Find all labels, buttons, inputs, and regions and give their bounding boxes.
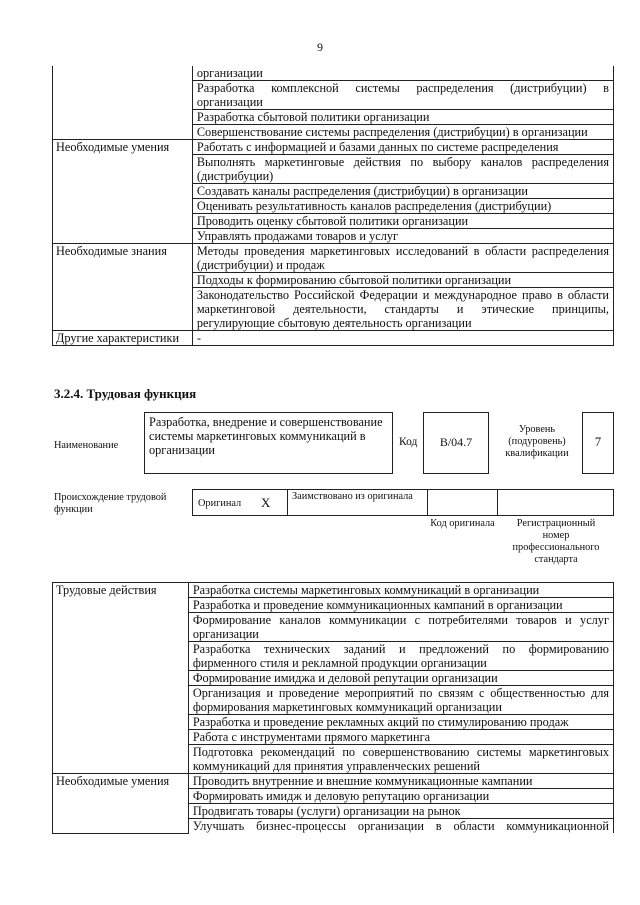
section-heading: 3.2.4. Трудовая функция bbox=[54, 386, 197, 401]
table-row bbox=[53, 66, 614, 81]
reg-caption: Регистрационный номер профессионального стандарта bbox=[512, 518, 600, 565]
function-name: Разработка, внедрение и совершенствование системы маркетинговых коммуникаций в организации bbox=[149, 415, 383, 457]
knowledge-skills-table-continued bbox=[52, 66, 614, 346]
origin-label: Происхождение трудовой функции bbox=[54, 492, 167, 515]
cell-text: Проводить внутренние и внешние коммуникационные кампании bbox=[188, 774, 613, 789]
code-value: B/04.7 bbox=[439, 435, 473, 449]
row-label: Необходимые знания bbox=[53, 244, 193, 331]
code-caption: Код оригинала bbox=[430, 518, 495, 529]
table-row bbox=[53, 331, 614, 346]
cell-text: Продвигать товары (услуги) организации на рынок bbox=[188, 804, 613, 819]
page-number: 9 bbox=[317, 40, 323, 54]
level-label: Уровень (подуровень) квалификации bbox=[505, 424, 569, 459]
origin-borrowed-cell bbox=[287, 489, 428, 516]
cell-text: Формировать имидж и деловую репутацию организации bbox=[188, 789, 613, 804]
level-value-box bbox=[582, 412, 614, 474]
original-label: Оригинал bbox=[198, 498, 242, 509]
table-row bbox=[53, 583, 614, 598]
cell-text: Разработка технических заданий и предложений по формированию фирменного стиля и рекламной продукции организации bbox=[188, 642, 613, 671]
origin-reg-cell bbox=[497, 489, 614, 516]
cell-text: Подходы к формированию сбытовой политики организации bbox=[192, 273, 613, 288]
cell-text: Методы проведения маркетинговых исследований в области распределения (дистрибуции) и продаж bbox=[192, 244, 613, 273]
cell-text: Организация и проведение мероприятий по связям с общественностью для формирования маркетинговых коммуникаций организации bbox=[188, 686, 613, 715]
row-label: Необходимые умения bbox=[53, 140, 193, 244]
borrowed-label: Заимствовано из оригинала bbox=[292, 491, 413, 502]
cell-text: Разработка комплексной системы распределения (дистрибуции) в организации bbox=[192, 81, 613, 110]
row-label: Другие характеристики bbox=[53, 331, 193, 346]
cell-text: - bbox=[192, 331, 613, 346]
cell-text: Формирование имиджа и деловой репутации организации bbox=[188, 671, 613, 686]
origin-original-cell bbox=[192, 489, 288, 516]
name-label: Наименование bbox=[54, 440, 119, 451]
cell-text: Управлять продажами товаров и услуг bbox=[192, 229, 613, 244]
table-row bbox=[53, 774, 614, 789]
origin-code-cell bbox=[427, 489, 498, 516]
cell-text: Формирование каналов коммуникации с потребителями товаров и услуг организации bbox=[188, 613, 613, 642]
cell-text: Подготовка рекомендаций по совершенствованию системы маркетинговых коммуникаций для принятия управленческих решений bbox=[188, 745, 613, 774]
cell-text: Работа с инструментами прямого маркетинга bbox=[188, 730, 613, 745]
cell-text: Проводить оценку сбытовой политики организации bbox=[192, 214, 613, 229]
cell-text: Создавать каналы распределения (дистрибуции) в организации bbox=[192, 184, 613, 199]
cell-text: Разработка сбытовой политики организации bbox=[192, 110, 613, 125]
cell-text: Работать с информацией и базами данных по системе распределения bbox=[192, 140, 613, 155]
labor-actions-table bbox=[52, 582, 614, 834]
cell-text: Улучшать бизнес-процессы организации в области коммуникационной bbox=[188, 819, 613, 834]
row-label: Трудовые действия bbox=[53, 583, 189, 774]
original-mark: X bbox=[261, 495, 271, 510]
cell-text: Совершенствование системы распределения (дистрибуции) в организации bbox=[192, 125, 613, 140]
code-label: Код bbox=[399, 436, 418, 448]
cell-text: Разработка и проведение рекламных акций по стимулированию продаж bbox=[188, 715, 613, 730]
table-row bbox=[53, 140, 614, 155]
function-name-box bbox=[144, 412, 393, 474]
cell-text: Законодательство Российской Федерации и международное право в области маркетинговой деятельности, стандарты и этические принципы, регулирующие сбытовую деятельность организации bbox=[192, 288, 613, 331]
cell-text: Разработка и проведение коммуникационных кампаний в организации bbox=[188, 598, 613, 613]
row-label bbox=[53, 66, 193, 140]
level-value: 7 bbox=[594, 435, 602, 449]
cell-text: Оценивать результативность каналов распределения (дистрибуции) bbox=[192, 199, 613, 214]
table-row bbox=[53, 244, 614, 273]
cell-text: Выполнять маркетинговые действия по выбору каналов распределения (дистрибуции) bbox=[192, 155, 613, 184]
code-value-box bbox=[423, 412, 489, 474]
cell-text: Разработка системы маркетинговых коммуникаций в организации bbox=[188, 583, 613, 598]
row-label: Необходимые умения bbox=[53, 774, 189, 834]
cell-text: организации bbox=[192, 66, 613, 81]
